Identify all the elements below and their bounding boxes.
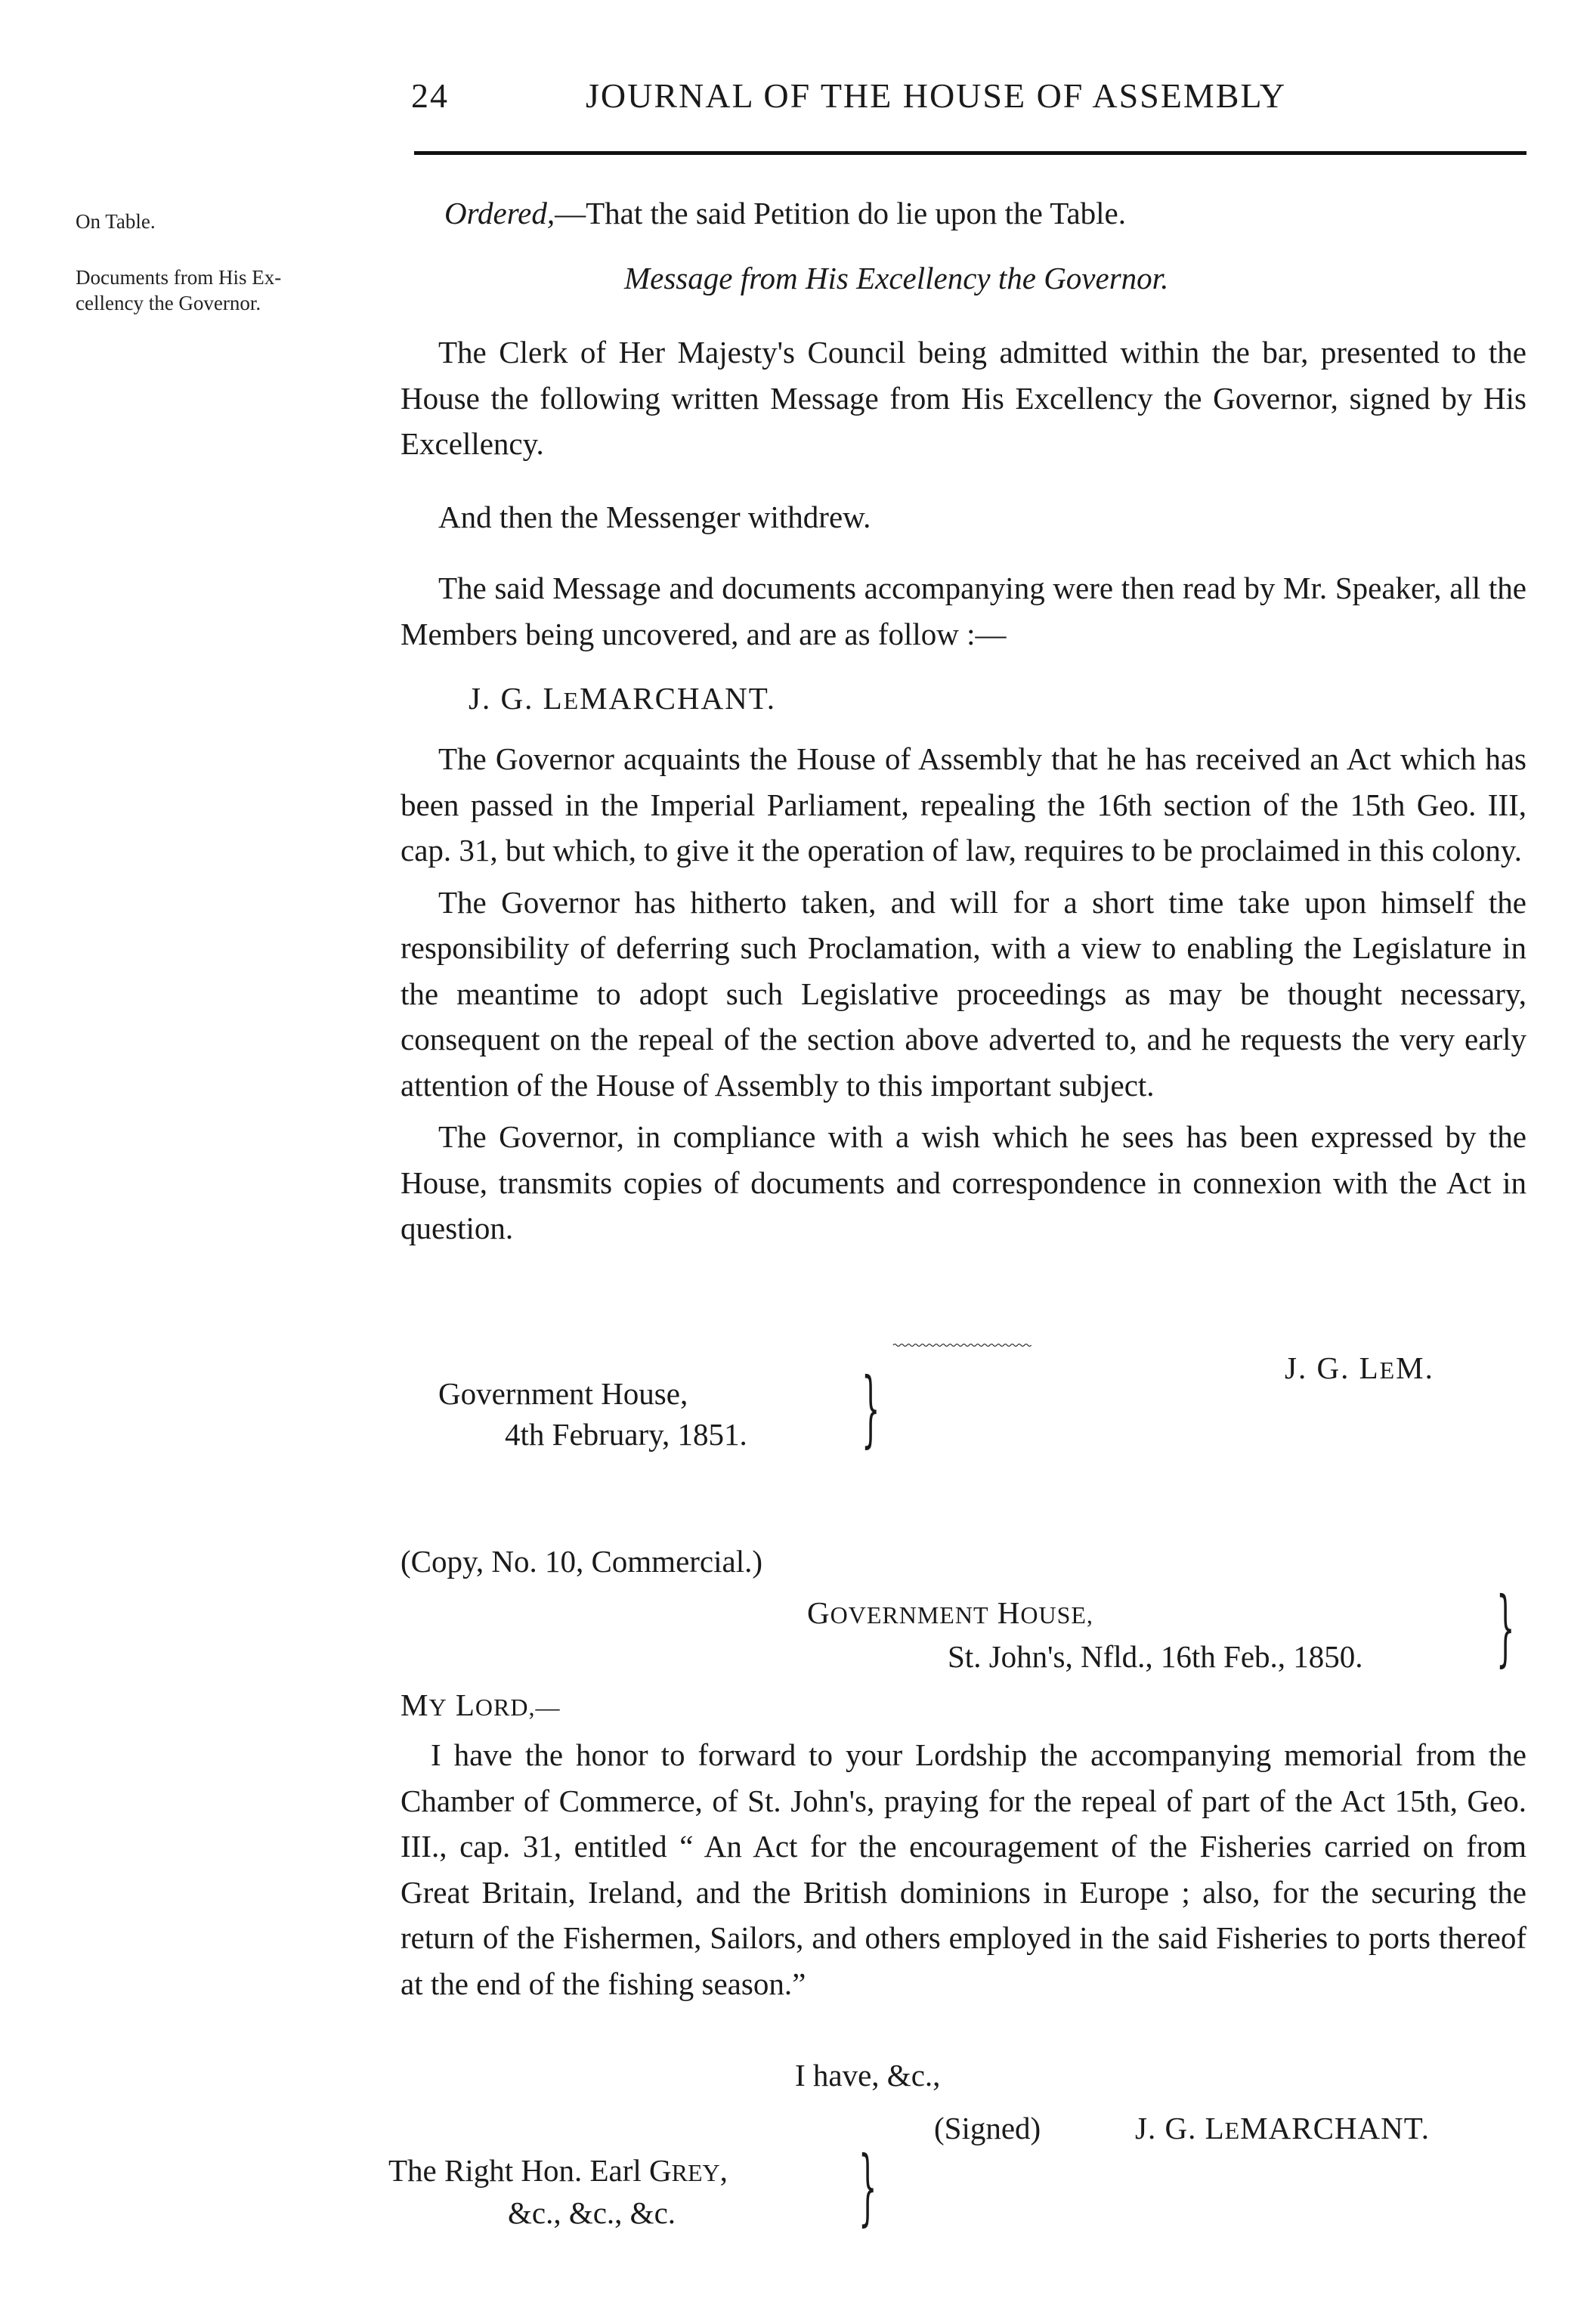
page-number: 24 bbox=[411, 76, 449, 115]
message-paragraph-2: The Governor has hitherto taken, and will for a short time take upon himself the responsibility of deferring such Proclamation, with a view to enabling the Legislature in the meantime to adopt such Legislative proceedings as may be thought necessary, consequent on the repeal of the section above adverted to, and he requests the very early attention of the House of Assembly to this important subject. bbox=[401, 884, 1526, 1103]
letter-body: I have the honor to forward to your Lordship the accompanying memorial from the Chamber of Commerce, of St. John's, praying for the repeal of part of the Act 15th, Geo. III., cap. 31, entitled “ An Act for the encouragement of the Fisheries carried on from Great Britain, Ireland, and the British dominions in Europe ; also, for the securing the return of the Fishermen, Sailors, and others employed in the said Fisheries to ports thereof at the end of the fishing season.” bbox=[401, 1737, 1526, 2001]
margin-note-on-table: On Table. bbox=[76, 210, 156, 233]
letter-closing: I have, &c., bbox=[795, 2058, 941, 2093]
message-heading: Message from His Excellency the Governor. bbox=[624, 261, 1169, 295]
running-header bbox=[393, 76, 1526, 128]
governor-message bbox=[401, 736, 1526, 1251]
salutation: MY LORD,— bbox=[401, 1688, 561, 1722]
margin-note-documents-line1: Documents from His Ex- bbox=[76, 266, 282, 289]
journal-title: JOURNAL OF THE HOUSE OF ASSEMBLY bbox=[586, 76, 1287, 115]
signature-short: J. G. LEM. bbox=[1285, 1350, 1434, 1385]
ordered-italic: Ordered, bbox=[444, 196, 555, 230]
signed-label: (Signed) bbox=[934, 2111, 1041, 2145]
dateline-place: Government House, bbox=[438, 1376, 688, 1411]
ordered-line bbox=[444, 195, 1126, 231]
signature-lemarchant-heading: J. G. LEMARCHANT. bbox=[469, 681, 776, 716]
brace-icon: } bbox=[858, 2138, 877, 2235]
addressee-line1: The Right Hon. Earl GREY, bbox=[388, 2153, 728, 2188]
ordered-text: —That the said Petition do lie upon the Table. bbox=[555, 196, 1127, 230]
brace-icon: } bbox=[1496, 1579, 1515, 1675]
dateline-date: 4th February, 1851. bbox=[505, 1417, 747, 1452]
brace-icon: } bbox=[861, 1360, 880, 1456]
addressee-line2: &c., &c., &c. bbox=[508, 2195, 676, 2230]
margin-note-documents-line2: cellency the Governor. bbox=[76, 292, 261, 314]
message-paragraph-3: The Governor, in compliance with a wish which he sees has been expressed by the House, transmits copies of documents and correspondence in connexion with the Act in question. bbox=[401, 1119, 1526, 1245]
copy-note: (Copy, No. 10, Commercial.) bbox=[401, 1544, 763, 1579]
paragraph-clerk: The Clerk of Her Majesty's Council being admitted within the bar, presented to the House the following written Message from His Excellency the Governor, signed by His Excellency. bbox=[401, 335, 1526, 461]
margin-note-documents bbox=[76, 265, 393, 316]
paragraph-read: The said Message and documents accompanying were then read by Mr. Speaker, all the Members being uncovered, and are as follow :— bbox=[401, 571, 1526, 651]
message-paragraph-1: The Governor acquaints the House of Assembly that he has received an Act which has been passed in the Imperial Parliament, repealing the 16th section of the 15th Geo. III, cap. 31, but which, to give it the operation of law, requires to be proclaimed in this colony. bbox=[401, 741, 1526, 868]
letter-address: St. John's, Nfld., 16th Feb., 1850. bbox=[948, 1639, 1363, 1674]
paragraph-withdrew: And then the Messenger withdrew. bbox=[438, 500, 871, 534]
letter-place: GOVERNMENT HOUSE, bbox=[807, 1595, 1093, 1630]
signature-lemarchant-letter: J. G. LEMARCHANT. bbox=[1135, 2111, 1430, 2145]
wavy-divider bbox=[840, 1342, 1087, 1348]
header-rule bbox=[414, 151, 1526, 155]
